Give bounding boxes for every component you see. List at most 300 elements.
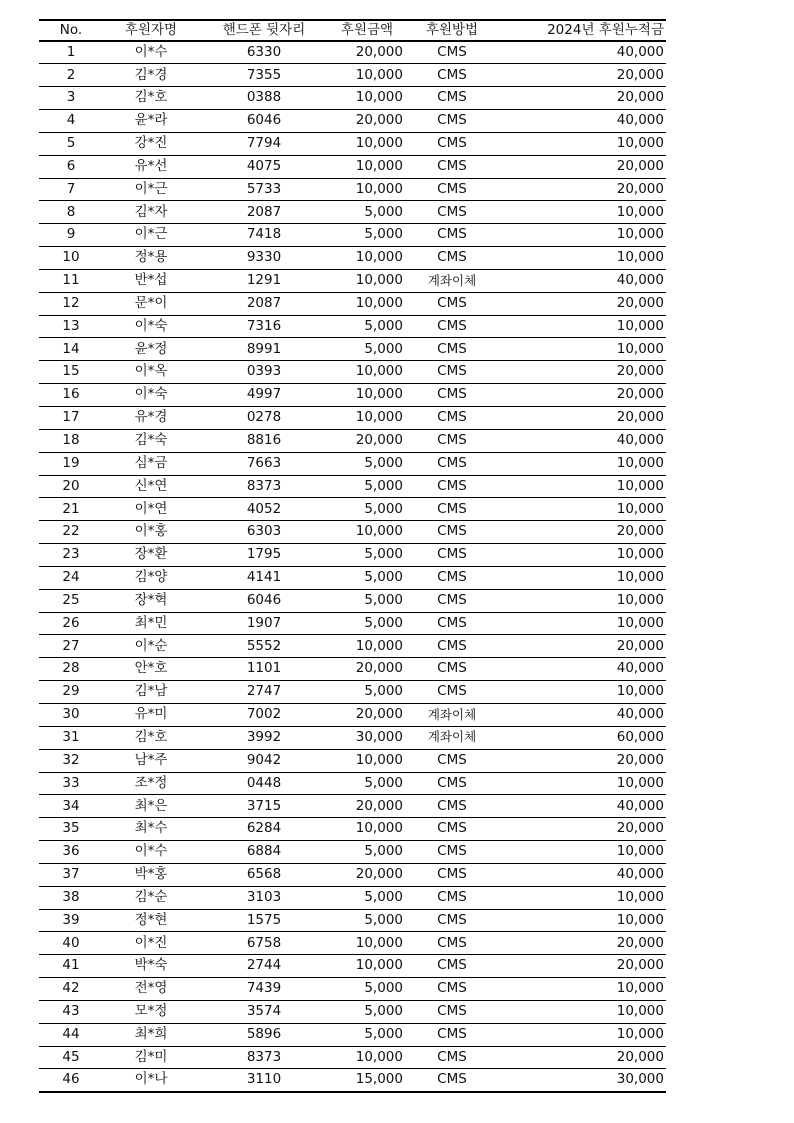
cell-sponsor-name: 김*순	[134, 888, 168, 905]
cell-sponsor-amount: 10,000	[355, 89, 403, 106]
cell-phone-last-digits: 8373	[246, 477, 282, 494]
cell-cumulative-total: 20,000	[616, 386, 664, 403]
cell-no: 21	[62, 500, 80, 517]
cell-cumulative-total: 20,000	[616, 66, 664, 83]
cell-sponsor-name: 김*호	[134, 728, 168, 745]
cell-sponsor-name: 신*연	[134, 477, 168, 494]
cell-sponsor-name: 이*수	[134, 43, 168, 60]
cell-phone-last-digits: 7355	[246, 66, 282, 83]
cell-sponsor-method: CMS	[437, 180, 467, 197]
cell-sponsor-method: CMS	[437, 340, 467, 357]
cell-sponsor-amount: 10,000	[355, 249, 403, 266]
table-row	[39, 132, 666, 155]
cell-phone-last-digits: 9042	[246, 751, 282, 768]
cell-no: 25	[62, 591, 80, 608]
cell-cumulative-total: 20,000	[616, 637, 664, 654]
cell-sponsor-name: 김*자	[134, 203, 168, 220]
cell-sponsor-method: CMS	[437, 934, 467, 951]
cell-phone-last-digits: 4075	[246, 157, 282, 174]
cell-sponsor-method: CMS	[437, 1003, 467, 1020]
cell-cumulative-total: 20,000	[616, 1048, 664, 1065]
cell-phone-last-digits: 2744	[246, 957, 282, 974]
cell-sponsor-amount: 20,000	[355, 112, 403, 129]
cell-phone-last-digits: 3103	[246, 888, 282, 905]
cell-no: 23	[62, 546, 80, 563]
cell-no: 15	[62, 363, 80, 380]
table-row	[39, 681, 666, 704]
table-row	[39, 429, 666, 452]
cell-phone-last-digits: 3110	[246, 1071, 282, 1088]
cell-no: 26	[62, 614, 80, 631]
cell-phone-last-digits: 4141	[246, 569, 282, 586]
cell-sponsor-method: CMS	[437, 1048, 467, 1065]
cell-sponsor-name: 심*금	[134, 454, 168, 471]
cell-cumulative-total: 10,000	[616, 683, 664, 700]
cell-sponsor-name: 장*환	[134, 546, 168, 563]
cell-no: 8	[66, 203, 76, 220]
cell-sponsor-method: CMS	[437, 43, 467, 60]
cell-sponsor-amount: 5,000	[364, 317, 403, 334]
table-row	[39, 521, 666, 544]
cell-sponsor-amount: 10,000	[355, 294, 403, 311]
cell-cumulative-total: 20,000	[616, 934, 664, 951]
cell-phone-last-digits: 2087	[246, 203, 282, 220]
cell-sponsor-name: 김*호	[134, 89, 168, 106]
table-row	[39, 772, 666, 795]
cell-phone-last-digits: 7439	[246, 980, 282, 997]
cell-sponsor-name: 김*숙	[134, 432, 168, 449]
header-sponsor-name: 후원자명	[124, 21, 178, 38]
cell-no: 5	[66, 135, 76, 152]
cell-sponsor-name: 이*숙	[134, 317, 168, 334]
cell-sponsor-name: 문*이	[134, 294, 168, 311]
cell-sponsor-name: 윤*정	[134, 340, 168, 357]
cell-phone-last-digits: 4997	[246, 386, 282, 403]
cell-phone-last-digits: 5552	[246, 637, 282, 654]
table-row	[39, 178, 666, 201]
cell-sponsor-amount: 15,000	[355, 1071, 403, 1088]
cell-sponsor-name: 전*영	[134, 980, 168, 997]
cell-sponsor-amount: 10,000	[355, 180, 403, 197]
cell-phone-last-digits: 5896	[246, 1025, 282, 1042]
table-row	[39, 1046, 666, 1069]
cell-no: 20	[62, 477, 80, 494]
cell-phone-last-digits: 7663	[246, 454, 282, 471]
cell-sponsor-method: CMS	[437, 820, 467, 837]
cell-phone-last-digits: 6303	[246, 523, 282, 540]
cell-cumulative-total: 40,000	[616, 272, 664, 289]
table-row	[39, 566, 666, 589]
table-row	[39, 201, 666, 224]
cell-phone-last-digits: 0278	[246, 409, 282, 426]
table-row	[39, 155, 666, 178]
cell-sponsor-amount: 5,000	[364, 454, 403, 471]
cell-sponsor-amount: 5,000	[364, 546, 403, 563]
cell-sponsor-name: 이*홍	[134, 523, 168, 540]
cell-sponsor-name: 반*섭	[134, 272, 168, 289]
cell-sponsor-method: CMS	[437, 797, 467, 814]
cell-cumulative-total: 10,000	[616, 1003, 664, 1020]
cell-sponsor-amount: 20,000	[355, 706, 403, 723]
cell-sponsor-method: CMS	[437, 614, 467, 631]
cell-cumulative-total: 10,000	[616, 226, 664, 243]
cell-phone-last-digits: 7794	[246, 135, 282, 152]
table-row	[39, 1023, 666, 1046]
table-row	[39, 544, 666, 567]
cell-sponsor-amount: 5,000	[364, 614, 403, 631]
cell-no: 28	[62, 660, 80, 677]
cell-sponsor-amount: 5,000	[364, 911, 403, 928]
cell-sponsor-method: CMS	[437, 774, 467, 791]
cell-no: 44	[62, 1025, 80, 1042]
cell-sponsor-amount: 10,000	[355, 135, 403, 152]
table-row	[39, 658, 666, 681]
cell-sponsor-method: CMS	[437, 477, 467, 494]
cell-phone-last-digits: 8816	[246, 432, 282, 449]
cell-sponsor-amount: 10,000	[355, 957, 403, 974]
table-header	[39, 20, 666, 41]
header-row	[39, 20, 666, 41]
cell-phone-last-digits: 3574	[246, 1003, 282, 1020]
cell-sponsor-name: 이*근	[134, 180, 168, 197]
table-row	[39, 407, 666, 430]
cell-sponsor-name: 유*미	[134, 706, 168, 723]
cell-phone-last-digits: 6046	[246, 591, 282, 608]
cell-sponsor-amount: 20,000	[355, 43, 403, 60]
cell-sponsor-amount: 10,000	[355, 934, 403, 951]
cell-sponsor-amount: 5,000	[364, 203, 403, 220]
cell-phone-last-digits: 8373	[246, 1048, 282, 1065]
table-row	[39, 909, 666, 932]
cell-cumulative-total: 40,000	[616, 112, 664, 129]
cell-sponsor-method: CMS	[437, 660, 467, 677]
cell-sponsor-name: 강*진	[134, 135, 168, 152]
table-body	[39, 41, 666, 1092]
cell-sponsor-method: CMS	[437, 637, 467, 654]
cell-sponsor-method: CMS	[437, 203, 467, 220]
cell-sponsor-method: CMS	[437, 546, 467, 563]
cell-phone-last-digits: 7002	[246, 706, 282, 723]
cell-no: 30	[62, 706, 80, 723]
cell-sponsor-name: 조*정	[134, 774, 168, 791]
table-row	[39, 361, 666, 384]
cell-sponsor-method: CMS	[437, 363, 467, 380]
cell-phone-last-digits: 3715	[246, 797, 282, 814]
cell-no: 16	[62, 386, 80, 403]
cell-sponsor-amount: 5,000	[364, 1025, 403, 1042]
cell-sponsor-amount: 5,000	[364, 340, 403, 357]
cell-sponsor-name: 정*용	[134, 249, 168, 266]
cell-phone-last-digits: 1795	[246, 546, 282, 563]
cell-sponsor-name: 이*수	[134, 843, 168, 860]
cell-phone-last-digits: 0388	[246, 89, 282, 106]
cell-sponsor-amount: 5,000	[364, 843, 403, 860]
cell-no: 36	[62, 843, 80, 860]
cell-sponsor-amount: 10,000	[355, 751, 403, 768]
cell-sponsor-method: CMS	[437, 980, 467, 997]
cell-sponsor-name: 정*현	[134, 911, 168, 928]
cell-no: 3	[66, 89, 76, 106]
header-sponsor-amount: 후원금액	[340, 21, 394, 38]
table-row	[39, 64, 666, 87]
header-phone-last-digits: 핸드폰 뒷자리	[222, 21, 306, 38]
cell-sponsor-amount: 10,000	[355, 272, 403, 289]
table-row	[39, 589, 666, 612]
cell-cumulative-total: 20,000	[616, 409, 664, 426]
cell-no: 13	[62, 317, 80, 334]
table-row	[39, 384, 666, 407]
cell-no: 43	[62, 1003, 80, 1020]
cell-sponsor-method: CMS	[437, 249, 467, 266]
cell-cumulative-total: 10,000	[616, 203, 664, 220]
cell-sponsor-name: 남*주	[134, 751, 168, 768]
cell-sponsor-amount: 20,000	[355, 660, 403, 677]
cell-sponsor-amount: 5,000	[364, 226, 403, 243]
cell-sponsor-name: 모*정	[134, 1003, 168, 1020]
cell-cumulative-total: 60,000	[616, 728, 664, 745]
cell-sponsor-name: 윤*라	[134, 112, 168, 129]
cell-sponsor-method: CMS	[437, 591, 467, 608]
cell-sponsor-amount: 10,000	[355, 386, 403, 403]
cell-cumulative-total: 40,000	[616, 797, 664, 814]
cell-cumulative-total: 10,000	[616, 1025, 664, 1042]
cell-cumulative-total: 20,000	[616, 820, 664, 837]
cell-no: 11	[62, 272, 80, 289]
cell-sponsor-amount: 5,000	[364, 477, 403, 494]
table-row	[39, 498, 666, 521]
cell-no: 10	[62, 249, 80, 266]
cell-cumulative-total: 20,000	[616, 89, 664, 106]
cell-sponsor-method: CMS	[437, 66, 467, 83]
cell-no: 6	[66, 157, 76, 174]
cell-cumulative-total: 10,000	[616, 477, 664, 494]
cell-cumulative-total: 10,000	[616, 843, 664, 860]
table-row	[39, 886, 666, 909]
cell-sponsor-method: CMS	[437, 226, 467, 243]
table-row	[39, 795, 666, 818]
cell-sponsor-amount: 20,000	[355, 866, 403, 883]
cell-no: 33	[62, 774, 80, 791]
cell-sponsor-method: CMS	[437, 683, 467, 700]
cell-no: 41	[62, 957, 80, 974]
cell-cumulative-total: 40,000	[616, 432, 664, 449]
cell-sponsor-method: CMS	[437, 843, 467, 860]
cell-sponsor-name: 박*홍	[134, 866, 168, 883]
table-row	[39, 841, 666, 864]
cell-sponsor-amount: 5,000	[364, 774, 403, 791]
cell-sponsor-method: CMS	[437, 957, 467, 974]
cell-sponsor-method: CMS	[437, 911, 467, 928]
cell-cumulative-total: 10,000	[616, 980, 664, 997]
table-row	[39, 452, 666, 475]
cell-phone-last-digits: 9330	[246, 249, 282, 266]
cell-no: 24	[62, 569, 80, 586]
cell-no: 45	[62, 1048, 80, 1065]
cell-phone-last-digits: 1575	[246, 911, 282, 928]
cell-no: 29	[62, 683, 80, 700]
cell-cumulative-total: 20,000	[616, 957, 664, 974]
table-row	[39, 87, 666, 110]
cell-sponsor-method: 계좌이체	[427, 706, 477, 722]
cell-no: 40	[62, 934, 80, 951]
cell-phone-last-digits: 3992	[246, 728, 282, 745]
cell-cumulative-total: 20,000	[616, 523, 664, 540]
cell-no: 38	[62, 888, 80, 905]
cell-sponsor-method: CMS	[437, 454, 467, 471]
cell-no: 2	[66, 66, 76, 83]
cell-cumulative-total: 10,000	[616, 340, 664, 357]
cell-no: 34	[62, 797, 80, 814]
table-row	[39, 955, 666, 978]
cell-sponsor-method: CMS	[437, 751, 467, 768]
cell-phone-last-digits: 7316	[246, 317, 282, 334]
cell-sponsor-name: 이*옥	[134, 363, 168, 380]
cell-cumulative-total: 10,000	[616, 569, 664, 586]
cell-cumulative-total: 10,000	[616, 135, 664, 152]
cell-cumulative-total: 30,000	[616, 1071, 664, 1088]
cell-sponsor-amount: 5,000	[364, 569, 403, 586]
cell-phone-last-digits: 1101	[246, 660, 282, 677]
cell-sponsor-method: 계좌이체	[427, 729, 477, 745]
cell-sponsor-name: 최*수	[134, 820, 168, 837]
cell-phone-last-digits: 4052	[246, 500, 282, 517]
cell-cumulative-total: 10,000	[616, 317, 664, 334]
cell-sponsor-amount: 5,000	[364, 980, 403, 997]
cell-no: 19	[62, 454, 80, 471]
cell-phone-last-digits: 0393	[246, 363, 282, 380]
cell-phone-last-digits: 0448	[246, 774, 282, 791]
cell-no: 1	[66, 43, 76, 60]
cell-no: 9	[66, 226, 76, 243]
table-row	[39, 635, 666, 658]
cell-no: 22	[62, 523, 80, 540]
cell-sponsor-amount: 20,000	[355, 797, 403, 814]
cell-sponsor-name: 이*순	[134, 637, 168, 654]
cell-sponsor-method: CMS	[437, 409, 467, 426]
table-row	[39, 612, 666, 635]
table-row	[39, 703, 666, 726]
header-sponsor-method: 후원방법	[425, 21, 479, 38]
cell-no: 32	[62, 751, 80, 768]
cell-sponsor-name: 김*미	[134, 1048, 168, 1065]
cell-sponsor-amount: 10,000	[355, 637, 403, 654]
cell-sponsor-amount: 10,000	[355, 1048, 403, 1065]
header-no: No.	[59, 21, 83, 38]
table-row	[39, 247, 666, 270]
cell-sponsor-name: 최*민	[134, 614, 168, 631]
cell-no: 7	[66, 180, 76, 197]
cell-sponsor-name: 이*나	[134, 1071, 168, 1088]
cell-phone-last-digits: 5733	[246, 180, 282, 197]
cell-sponsor-amount: 10,000	[355, 409, 403, 426]
cell-sponsor-amount: 10,000	[355, 820, 403, 837]
cell-sponsor-amount: 5,000	[364, 500, 403, 517]
cell-no: 17	[62, 409, 80, 426]
cell-phone-last-digits: 6330	[246, 43, 282, 60]
cell-sponsor-method: 계좌이체	[427, 272, 477, 288]
cell-phone-last-digits: 2087	[246, 294, 282, 311]
cell-sponsor-method: CMS	[437, 135, 467, 152]
cell-sponsor-method: CMS	[437, 1025, 467, 1042]
cell-no: 46	[62, 1071, 80, 1088]
table-row	[39, 41, 666, 64]
cell-sponsor-amount: 30,000	[355, 728, 403, 745]
header-cumulative-total: 2024년 후원누적금	[547, 21, 664, 38]
cell-no: 35	[62, 820, 80, 837]
cell-no: 4	[66, 112, 76, 129]
cell-cumulative-total: 10,000	[616, 454, 664, 471]
cell-no: 37	[62, 866, 80, 883]
cell-phone-last-digits: 6884	[246, 843, 282, 860]
cell-sponsor-name: 안*호	[134, 660, 168, 677]
cell-cumulative-total: 40,000	[616, 866, 664, 883]
cell-cumulative-total: 20,000	[616, 751, 664, 768]
cell-no: 31	[62, 728, 80, 745]
cell-sponsor-name: 이*진	[134, 934, 168, 951]
cell-cumulative-total: 20,000	[616, 180, 664, 197]
cell-sponsor-name: 박*숙	[134, 957, 168, 974]
table-row	[39, 1069, 666, 1092]
table-row	[39, 315, 666, 338]
cell-sponsor-method: CMS	[437, 1071, 467, 1088]
cell-sponsor-amount: 10,000	[355, 157, 403, 174]
cell-phone-last-digits: 8991	[246, 340, 282, 357]
table-row	[39, 338, 666, 361]
cell-sponsor-amount: 5,000	[364, 1003, 403, 1020]
cell-sponsor-method: CMS	[437, 386, 467, 403]
table-row	[39, 749, 666, 772]
cell-phone-last-digits: 6568	[246, 866, 282, 883]
cell-cumulative-total: 10,000	[616, 774, 664, 791]
cell-no: 42	[62, 980, 80, 997]
cell-sponsor-amount: 20,000	[355, 432, 403, 449]
cell-sponsor-name: 장*혁	[134, 591, 168, 608]
cell-no: 27	[62, 637, 80, 654]
cell-no: 12	[62, 294, 80, 311]
cell-sponsor-amount: 10,000	[355, 66, 403, 83]
cell-sponsor-name: 이*연	[134, 500, 168, 517]
sponsor-table	[39, 19, 666, 1093]
table-row	[39, 224, 666, 247]
cell-cumulative-total: 40,000	[616, 706, 664, 723]
table-row	[39, 475, 666, 498]
cell-cumulative-total: 10,000	[616, 911, 664, 928]
cell-sponsor-name: 최*은	[134, 797, 168, 814]
cell-sponsor-name: 김*양	[134, 569, 168, 586]
cell-sponsor-name: 김*경	[134, 66, 168, 83]
cell-sponsor-method: CMS	[437, 112, 467, 129]
cell-sponsor-amount: 10,000	[355, 363, 403, 380]
cell-cumulative-total: 20,000	[616, 294, 664, 311]
table-row	[39, 110, 666, 133]
cell-no: 39	[62, 911, 80, 928]
table-row	[39, 932, 666, 955]
cell-sponsor-method: CMS	[437, 523, 467, 540]
cell-cumulative-total: 20,000	[616, 363, 664, 380]
cell-sponsor-method: CMS	[437, 569, 467, 586]
table-row	[39, 978, 666, 1001]
cell-sponsor-method: CMS	[437, 294, 467, 311]
table-row	[39, 1000, 666, 1023]
cell-cumulative-total: 10,000	[616, 888, 664, 905]
cell-sponsor-amount: 5,000	[364, 591, 403, 608]
cell-cumulative-total: 10,000	[616, 614, 664, 631]
cell-cumulative-total: 10,000	[616, 249, 664, 266]
cell-cumulative-total: 40,000	[616, 660, 664, 677]
cell-sponsor-name: 이*근	[134, 226, 168, 243]
cell-cumulative-total: 20,000	[616, 157, 664, 174]
table-row	[39, 818, 666, 841]
